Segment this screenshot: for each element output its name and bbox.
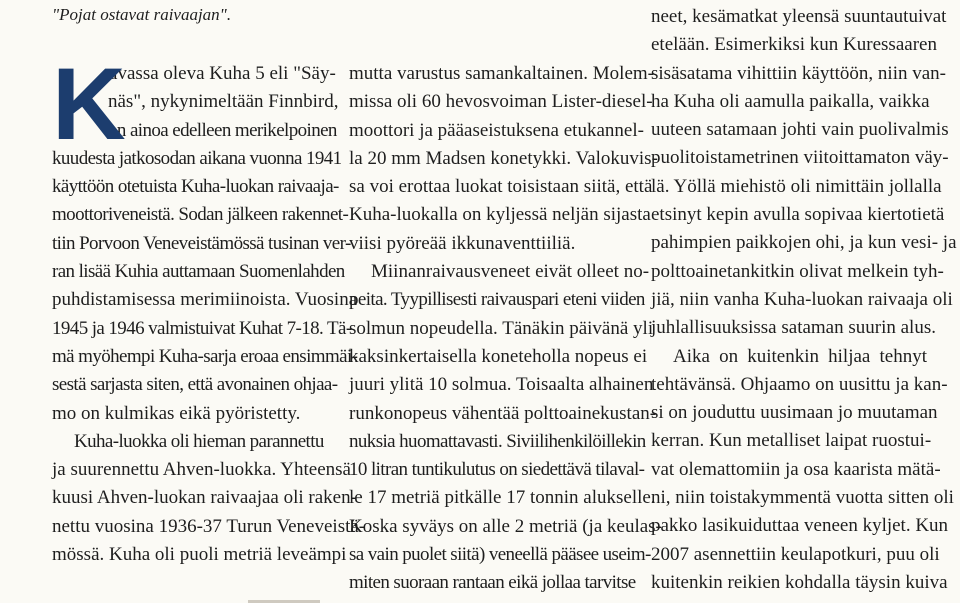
text-line: ha Kuha oli aamulla paikalla, vaikka: [651, 90, 930, 112]
text-line: peita. Tyypillisesti raivauspari eteni viiden: [349, 289, 645, 311]
text-line: missa oli 60 hevosvoiman Lister-diesel-: [349, 91, 653, 113]
text-line: polttoainetankitkin olivat melkein tyh-: [651, 260, 944, 282]
text-line: Miinanraivausveneet eivät olleet no-: [371, 261, 650, 283]
text-line: le 17 metriä pitkälle 17 tonnin alukselle.: [349, 487, 656, 509]
text-line: moottoriveneistä. Sodan jälkeen rakennet-: [52, 204, 349, 226]
text-line: ni, niin toistakymmentä vuotta sitten oli: [651, 487, 954, 509]
text-line: sa vain puolet siitä) veneellä pääsee useim-: [349, 544, 651, 566]
text-line: Kuha-luokka oli hieman parannettu: [74, 430, 324, 452]
text-line: ran lisää Kuhia auttamaan Suomenlahden: [52, 261, 345, 283]
text-line: solmun nopeudella. Tänäkin päivänä yli: [349, 317, 654, 339]
text-line: sisäsatama vihittiin käyttöön, niin van-: [651, 62, 946, 84]
text-line: kuudesta jatkosodan aikana vuonna 1941: [52, 147, 342, 169]
text-line: jiä, niin vanha Kuha-luokan raivaaja oli: [651, 288, 953, 310]
drop-cap: K: [52, 47, 126, 161]
article-column-3: [651, 3, 957, 597]
text-line: puolitoistametrinen viitoittamaton väy-: [651, 147, 949, 169]
text-line: nuksia huomattavasti. Siviilihenkilöillekin: [349, 430, 646, 452]
text-line: kerran. Kun metalliset laipat ruostui-: [651, 430, 932, 452]
text-line: kuitenkin reikien kohdalla täysin kuiva: [651, 571, 948, 593]
text-line: pahimpien paikkojen ohi, ja kun vesi- ja: [651, 232, 957, 254]
text-line: sa voi erottaa luokat toisistaan siitä, että: [349, 176, 653, 198]
text-line: neet, kesämatkat yleensä suuntautuivat: [651, 6, 947, 27]
text-line: mössä. Kuha oli puoli metriä leveämpi: [52, 544, 347, 566]
text-line: etsinyt kepin avulla sopivaa kiertotietä: [651, 204, 945, 226]
text-line: puhdistamisessa merimiinoista. Vuosina: [52, 289, 358, 311]
text-line: la 20 mm Madsen konetykki. Valokuvis-: [349, 147, 658, 169]
text-line: lä. Yöllä miehistö oli nimittäin jollalla: [651, 175, 942, 197]
text-line: moottori ja pääaseistuksena etukannel-: [349, 119, 644, 141]
text-line: 2007 asennettiin keulapotkuri, puu oli: [651, 543, 940, 565]
text-line: tehtävänsä. Ohjaamo on uusittu ja kan-: [651, 373, 948, 395]
text-line: Aika on kuitenkin hiljaa tehnyt: [673, 345, 927, 367]
text-line: mo on kulmikas eikä pyöristetty.: [52, 402, 301, 424]
text-line: mä myöhempi Kuha-sarja eroaa ensimmäi-: [52, 345, 358, 367]
text-line: mutta varustus samankaltainen. Molem-: [349, 63, 654, 84]
text-line: vat olemattomiin ja osa kaarista mätä-: [651, 458, 941, 480]
text-line: tiin Porvoon Veneveistämössä tusinan ver-: [52, 232, 351, 254]
text-line: pakko lasikuiduttaa veneen kyljet. Kun: [651, 515, 949, 537]
text-line: ja suurennettu Ahven-luokka. Yhteensä: [52, 459, 351, 481]
text-line: näs", nykynimeltään Finnbird,: [108, 91, 339, 113]
article-column-1: [52, 47, 366, 569]
text-line: kaksinkertaisella koneteholla nopeus ei: [349, 345, 648, 367]
text-line: etelään. Esimerkiksi kun Kuressaaren: [651, 34, 937, 56]
article-column-2: [349, 60, 662, 598]
text-line: Koska syväys on alle 2 metriä (ja keulas-: [349, 515, 662, 537]
text-line: 1945 ja 1946 valmistuivat Kuhat 7-18. Tä-: [52, 317, 352, 339]
text-line: viisi pyöreää ikkunaventtiiliä.: [349, 232, 576, 254]
text-line: juuri ylitä 10 solmua. Toisaalta alhainen: [349, 374, 654, 396]
text-line: miten suoraan rantaan eikä jollaa tarvitse: [349, 572, 636, 594]
text-line: juhlallisuuksissa sataman suurin alus.: [651, 317, 936, 339]
text-line: kuusi Ahven-luokan raivaajaa oli raken-: [52, 487, 357, 509]
text-line: si on jouduttu uusimaan jo muutaman: [651, 402, 938, 424]
text-line: 10 litran tuntikulutus on siedettävä tilaval-: [349, 459, 645, 481]
text-line: sestä sarjasta siten, että avonainen ohjaa-: [52, 374, 338, 396]
text-line: uvassa oleva Kuha 5 eli "Säy-: [108, 63, 336, 84]
text-line: käyttöön otetuista Kuha-luokan raivaaja-: [52, 176, 339, 198]
text-line: Kuha-luokalla on kyljessä neljän sijasta: [349, 204, 651, 226]
text-line: uuteen satamaan johti vain puolivalmis: [651, 119, 949, 141]
text-line: runkonopeus vähentää polttoainekustan-: [349, 402, 657, 424]
photo-caption: "Pojat ostavat raivaajan".: [52, 5, 232, 24]
text-line: on ainoa edelleen merikelpoinen: [108, 119, 337, 141]
text-line: nettu vuosina 1936-37 Turun Veneveistä-: [52, 515, 366, 537]
